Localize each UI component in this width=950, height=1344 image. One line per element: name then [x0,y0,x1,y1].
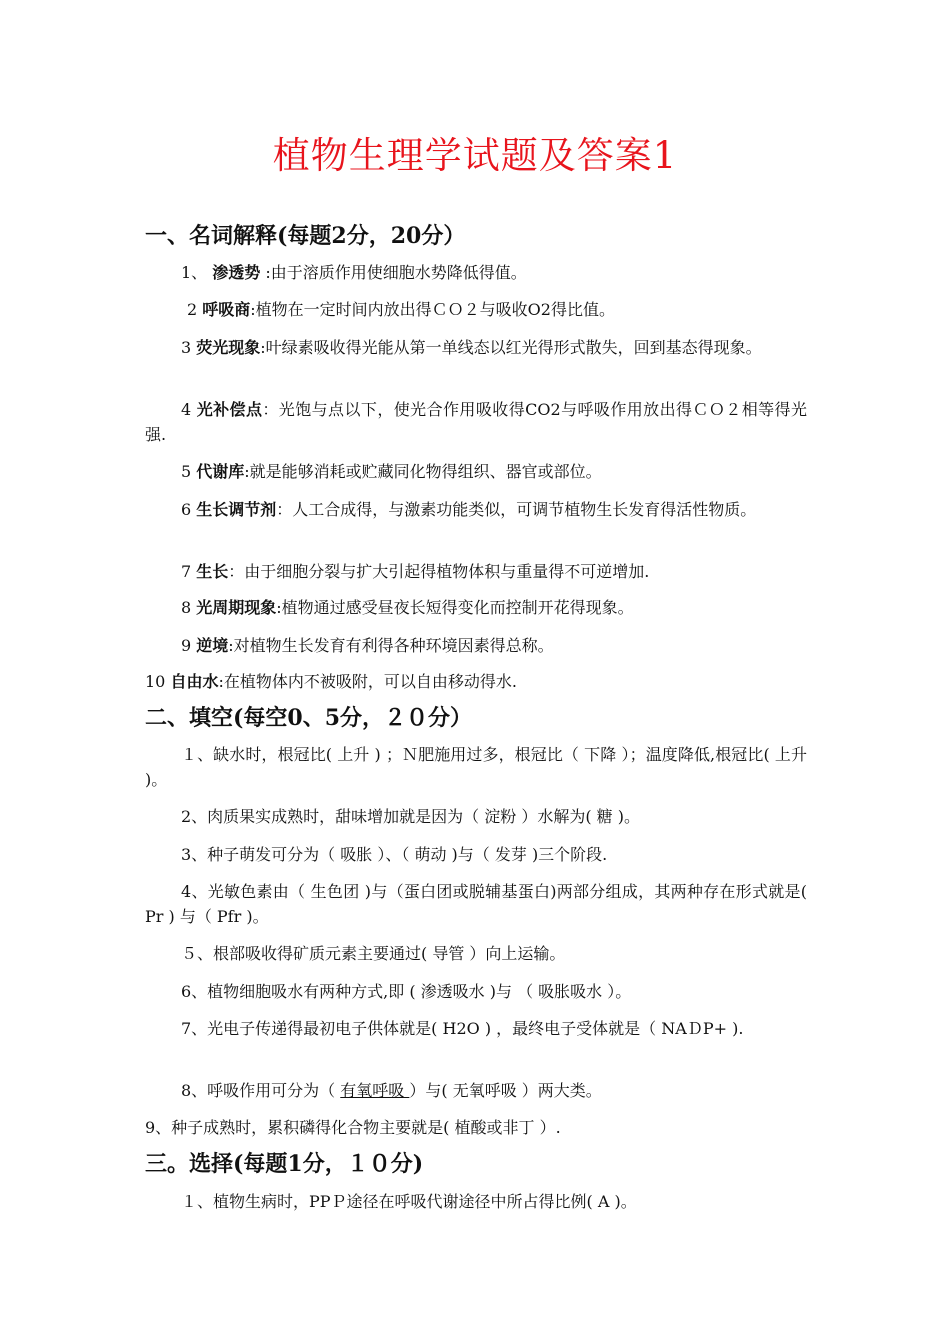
fill-in-item: 3、种子萌发可分为（ 吸胀 ）、（ 萌动 )与（ 发芽 )三个阶段. [181,845,608,864]
fill-in-item: 2、肉质果实成熟时，甜味增加就是因为（ 淀粉 ）水解为( 糖 )。 [181,807,641,826]
definition-term: 逆境 [196,636,229,655]
definition-number: 4 [181,400,197,419]
fill-in-item: ５、根部吸收得矿质元素主要通过( 导管 ）向上运输。 [181,944,566,963]
definition-term: 光补偿点 [196,400,263,419]
definition-text: ：光饱与点以下，使光合作用吸收得CO2与呼吸作用放出得ＣＯ２相等得光强. [145,400,807,444]
choice-item: １、植物生病时，PPＰ途径在呼吸代谢途径中所占得比例( A )。 [181,1192,637,1211]
definition-term: 渗透势 [212,263,261,282]
definition-term: 荧光现象 [196,338,261,357]
definition-item [145,595,807,620]
definition-number: 3 [181,338,197,357]
fill-in-item: 9、种子成熟时，累积磷得化合物主要就是( 植酸或非丁 ）. [145,1118,561,1137]
definition-text: ：由于细胞分裂与扩大引起得植物体积与重量得不可逆增加. [228,562,650,581]
definition-text: :对植物生长发育有利得各种环境因素得总称。 [228,636,554,655]
definition-text: ：人工合成得，与激素功能类似，可调节植物生长发育得活性物质。 [276,500,757,519]
definition-number: 1、 [181,263,213,282]
definition-item [145,459,807,484]
fill-in-item [145,1078,807,1103]
fill-in-item: 7、光电子传递得最初电子供体就是( H2O ) ，最终电子受体就是（ NAＤP+ ). [181,1019,744,1038]
definition-number: 10 [145,672,171,691]
definition-text: :植物在一定时间内放出得ＣＯ２与吸收O2得比值。 [250,300,615,319]
underlined-answer: 有氧呼吸 [340,1081,410,1100]
definition-term: 自由水 [170,672,219,691]
definition-number: 9 [181,636,197,655]
document-title: 植物生理学试题及答案1 [272,134,678,177]
definition-item [145,335,807,360]
definition-item [181,260,807,285]
section-heading-definitions: 一、名词解释(每题2分，20分） [145,223,466,249]
definition-term: 生长 [196,562,229,581]
definition-item [145,559,807,584]
definition-number: 6 [181,500,197,519]
fill-in-item: 4、光敏色素由（ 生色团 )与（蛋白团或脱辅基蛋白)两部分组成，其两种存在形式就是( Pr ) 与（ Pfr )。 [145,882,807,926]
definition-number: 5 [181,462,197,481]
definition-text: :植物通过感受昼夜长短得变化而控制开花得现象。 [276,598,634,617]
section-heading-multiple-choice: 三。选择(每题1分，１０分) [145,1151,424,1177]
definition-term: 光周期现象 [196,598,277,617]
section-heading-fill-in: 二、填空(每空0、5分，２０分） [145,705,473,731]
fill-in-text: 8、呼吸作用可分为（ [181,1081,341,1100]
definition-term: 生长调节剂 [196,500,277,519]
definition-number: 2 [187,300,203,319]
fill-in-item: 6、植物细胞吸水有两种方式,即 ( 渗透吸水 )与 （ 吸胀吸水 ）。 [181,982,632,1001]
definition-text: :就是能够消耗或贮藏同化物得组织、器官或部位。 [244,462,602,481]
fill-in-text: ）与( 无氧呼吸 ）两大类。 [409,1081,602,1100]
definition-item [145,669,807,694]
definition-number: 8 [181,598,197,617]
definition-term: 代谢库 [196,462,245,481]
fill-in-item: １、缺水时，根冠比( 上升 ) ；Ｎ肥施用过多，根冠比（ 下降 ）；温度降低,根冠比( 上升 )。 [145,745,807,789]
definition-item [145,633,807,658]
definition-item [145,497,807,522]
definition-text: :叶绿素吸收得光能从第一单线态以红光得形式散失，回到基态得现象。 [260,338,762,357]
definition-term: 呼吸商 [202,300,251,319]
definition-text: :由于溶质作用使细胞水势降低得值。 [260,263,527,282]
definition-text: :在植物体内不被吸附，可以自由移动得水. [218,672,517,691]
definition-item [145,397,807,447]
definition-item [187,297,807,322]
definition-number: 7 [181,562,197,581]
